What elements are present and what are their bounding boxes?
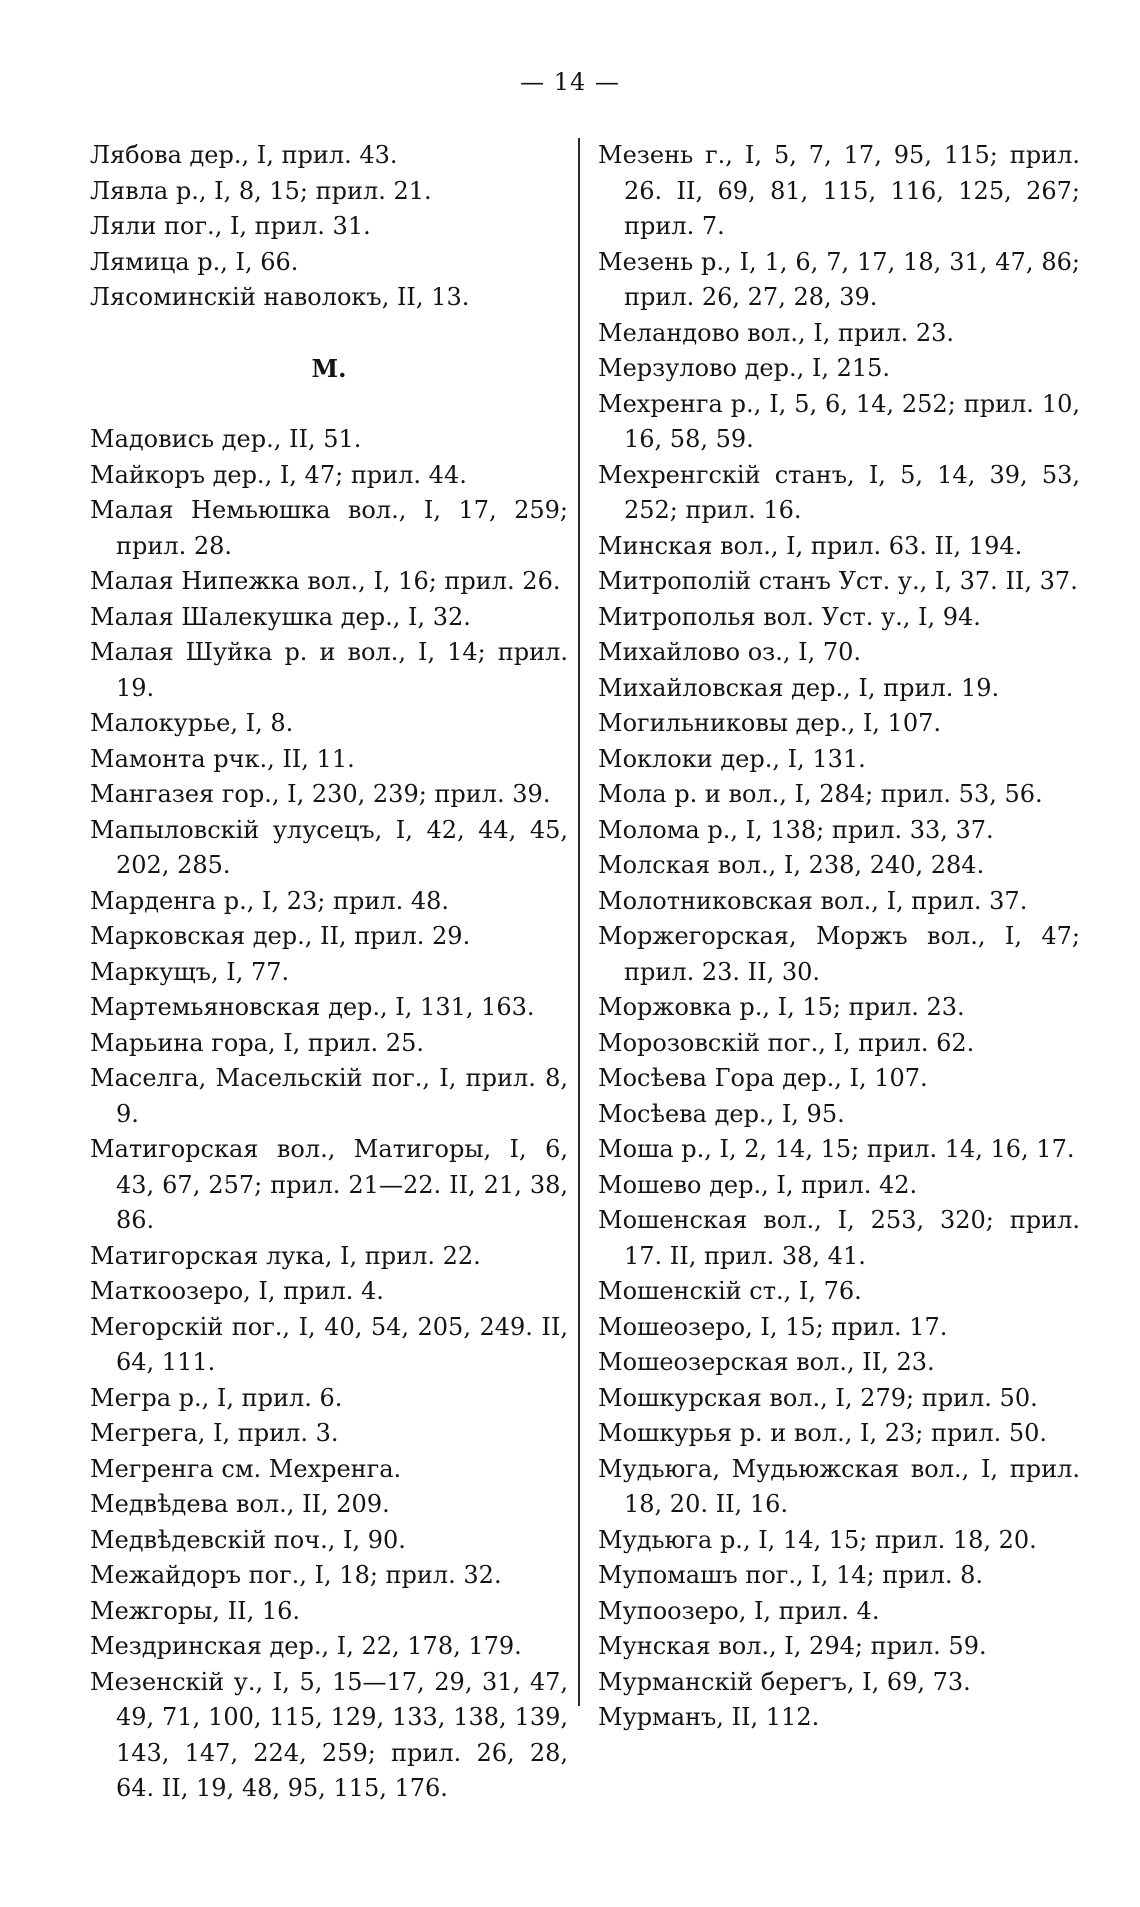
index-entry: Мудьюга, Мудьюжская вол., I, прил. 18, 20. II, 16. (598, 1454, 1080, 1518)
index-entry: Мерзулово дер., I, 215. (598, 354, 891, 382)
index-entry: Мошкурская вол., I, 279; прил. 50. (598, 1383, 1038, 1412)
section-heading-m: М. (311, 354, 347, 383)
index-entry: Марденга р., I, 23; прил. 48. (90, 886, 450, 915)
index-entry: Малая Нипежка вол., I, 16; прил. 26. (90, 567, 561, 595)
index-entry: Мангазея гор., I, 230, 239; прил. 39. (90, 780, 551, 808)
index-entry: Матигорская вол., Матигоры, I, 6, 43, 67, 257; прил. 21—22. II, 21, 38, 86. (90, 1135, 568, 1234)
index-entry: Мегорскій пог., I, 40, 54, 205, 249. II, 64, 111. (90, 1312, 568, 1376)
index-entry: Мурманскій берегъ, I, 69, 73. (598, 1667, 971, 1696)
index-entry: Мегренга см. Мехренга. (90, 1454, 402, 1483)
index-entry: Мегра р., I, прил. 6. (90, 1383, 343, 1412)
index-entry: Могильниковы дер., I, 107. (598, 709, 941, 737)
index-entry: Мезень р., I, 1, 6, 7, 17, 18, 31, 47, 86; прил. 26, 27, 28, 39. (598, 247, 1080, 311)
index-entry: Мезень г., I, 5, 7, 17, 95, 115; прил. 26. II, 69, 81, 115, 116, 125, 267; прил. 7. (598, 141, 1080, 240)
index-entry: Мошево дер., I, прил. 42. (598, 1170, 918, 1199)
index-entry: Митрополья вол. Уст. у., I, 94. (598, 602, 981, 631)
index-entry: Михайлово оз., I, 70. (598, 638, 862, 666)
index-entry: Малая Шуйка р. и вол., I, 14; прил. 19. (90, 638, 568, 702)
index-entry: Медвѣдевскій поч., I, 90. (90, 1525, 406, 1554)
index-entry: Минская вол., I, прил. 63. II, 194. (598, 531, 1023, 560)
column-divider (578, 138, 580, 1706)
index-entry: Межайдоръ пог., I, 18; прил. 32. (90, 1561, 502, 1589)
index-entry: Малая Немьюшка вол., I, 17, 259; прил. 28. (90, 496, 568, 560)
entries-before-heading (90, 138, 568, 316)
index-entry: Майкоръ дер., I, 47; прил. 44. (90, 460, 467, 489)
index-entry: Мосѣева Гора дер., I, 107. (598, 1064, 928, 1092)
index-entry: Моржегорская, Моржъ вол., I, 47; прил. 23. II, 30. (598, 922, 1080, 986)
index-entry: Моша р., I, 2, 14, 15; прил. 14, 16, 17. (598, 1135, 1075, 1163)
index-entry: Мошеозеро, I, 15; прил. 17. (598, 1312, 948, 1341)
index-entry: Моклоки дер., I, 131. (598, 744, 866, 773)
index-entry: Малокурье, I, 8. (90, 709, 294, 737)
index-entry: Молома р., I, 138; прил. 33, 37. (598, 815, 994, 844)
index-entry: Мездринская дер., I, 22, 178, 179. (90, 1632, 522, 1660)
index-entry: Мошенскій ст., I, 76. (598, 1277, 862, 1305)
index-entry: Морозовскій пог., I, прил. 62. (598, 1028, 975, 1057)
index-entry: Молотниковская вол., I, прил. 37. (598, 886, 1028, 915)
index-entry: Маселга, Масельскій пог., I, прил. 8, 9. (90, 1064, 568, 1128)
right-column (598, 138, 1080, 1736)
entries-after-heading (90, 422, 568, 1807)
index-entry: Ляли пог., I, прил. 31. (90, 212, 371, 240)
index-entry: Медвѣдева вол., II, 209. (90, 1490, 390, 1518)
index-entry: Мола р. и вол., I, 284; прил. 53, 56. (598, 780, 1043, 808)
index-entry: Лясоминскій наволокъ, II, 13. (90, 283, 470, 311)
index-entry: Мехренгскій станъ, I, 5, 14, 39, 53, 252; прил. 16. (598, 460, 1080, 524)
index-entry: Лявла р., I, 8, 15; прил. 21. (90, 176, 432, 205)
index-entry: Мартемьяновская дер., I, 131, 163. (90, 993, 535, 1021)
index-entry: Мудьюга р., I, 14, 15; прил. 18, 20. (598, 1525, 1037, 1554)
index-entry: Лямица р., I, 66. (90, 247, 299, 276)
index-entry: Меландово вол., I, прил. 23. (598, 318, 955, 347)
index-entry: Мурманъ, II, 112. (598, 1703, 820, 1731)
index-entry: Маркущъ, I, 77. (90, 957, 290, 986)
index-entry: Мошенская вол., I, 253, 320; прил. 17. II, прил. 38, 41. (598, 1206, 1080, 1270)
index-entry: Марковская дер., II, прил. 29. (90, 922, 471, 950)
index-entry: Мехренга р., I, 5, 6, 14, 252; прил. 10, 16, 58, 59. (598, 389, 1080, 453)
index-entry: Марьина гора, I, прил. 25. (90, 1028, 424, 1057)
index-entry: Мегрега, I, прил. 3. (90, 1419, 339, 1447)
index-entry: Мезенскій у., I, 5, 15—17, 29, 31, 47, 49, 71, 100, 115, 129, 133, 138, 139, 143, 147, 224, 259; прил. 26, 28, 64. II, 19, 48, 95, 115, 176. (90, 1667, 568, 1802)
page-number: — 14 — (520, 68, 620, 96)
index-entry: Мосѣева дер., I, 95. (598, 1099, 845, 1128)
index-entry: Мунская вол., I, 294; прил. 59. (598, 1632, 987, 1660)
index-entry: Мошеозерская вол., II, 23. (598, 1348, 935, 1376)
index-entry: Маткоозеро, I, прил. 4. (90, 1277, 384, 1305)
index-entry: Мапыловскій улусецъ, I, 42, 44, 45, 202, 285. (90, 815, 568, 879)
index-entry: Мупомашъ пог., I, 14; прил. 8. (598, 1561, 983, 1589)
index-entry: Малая Шалекушка дер., I, 32. (90, 602, 471, 631)
index-entry: Мошкурья р. и вол., I, 23; прил. 50. (598, 1419, 1048, 1447)
right-entries (598, 138, 1080, 1736)
index-entry: Мамонта рчк., II, 11. (90, 744, 355, 773)
index-entry: Митрополій станъ Уст. у., I, 37. II, 37. (598, 567, 1078, 595)
index-entry: Мадовись дер., II, 51. (90, 425, 362, 453)
index-entry: Лябова дер., I, прил. 43. (90, 141, 398, 169)
index-entry: Молская вол., I, 238, 240, 284. (598, 851, 985, 879)
index-entry: Михайловская дер., I, прил. 19. (598, 673, 1000, 702)
index-entry: Межгоры, II, 16. (90, 1596, 300, 1625)
index-entry: Матигорская лука, I, прил. 22. (90, 1241, 481, 1270)
index-entry: Моржовка р., I, 15; прил. 23. (598, 993, 965, 1021)
left-column (90, 138, 568, 1807)
index-entry: Мупоозеро, I, прил. 4. (598, 1596, 880, 1625)
